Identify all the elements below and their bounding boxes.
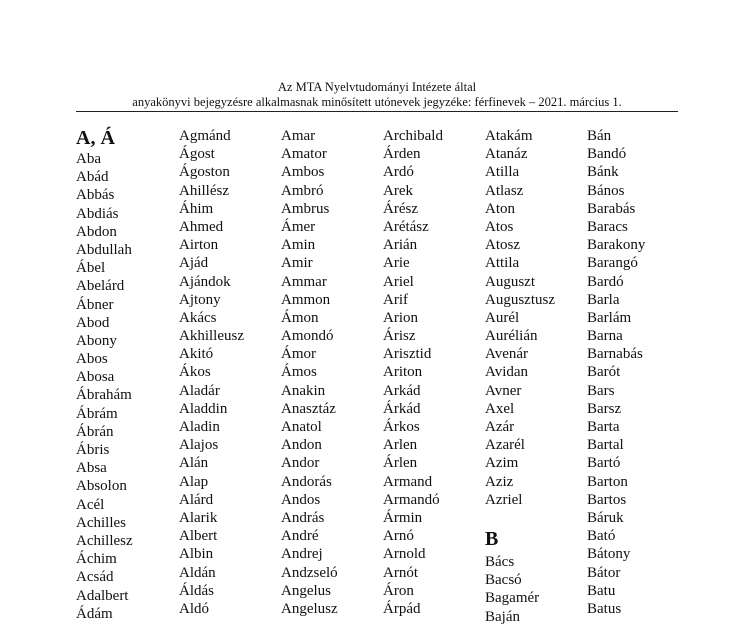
name-entry: Bán — [587, 128, 612, 144]
name-entry: Árkos — [383, 419, 420, 435]
name-entry: Ambos — [281, 164, 325, 181]
name-entry: Amir — [281, 255, 313, 272]
name-entry: Barla — [587, 291, 620, 308]
name-entry: Aladin — [179, 419, 220, 435]
name-entry: Arie — [383, 255, 410, 272]
name-entry: Abod — [76, 314, 110, 331]
name-entry: Ajtony — [179, 291, 221, 308]
name-entry: Amator — [281, 146, 327, 163]
name-entry: Ágoston — [179, 164, 230, 181]
name-entry: Bartó — [587, 455, 621, 472]
name-entry: Ajándok — [179, 273, 231, 290]
name-entry: Bardó — [587, 273, 624, 290]
name-entry: Bánk — [587, 164, 619, 181]
name-entry: Barna — [587, 328, 623, 345]
name-entry: Ábrám — [76, 405, 118, 422]
name-entry: Arek — [383, 182, 413, 199]
name-entry: Arion — [383, 309, 418, 326]
name-entry: Albin — [179, 546, 214, 563]
name-entry: Abelárd — [76, 278, 125, 295]
name-entry: Auguszt — [485, 273, 535, 290]
name-entry: Archibald — [383, 128, 443, 144]
name-column-5 — [485, 127, 555, 626]
section-b — [485, 527, 555, 626]
name-entry: Agmánd — [179, 128, 231, 144]
name-entry: Bátony — [587, 546, 631, 563]
name-entry: Árkád — [383, 400, 421, 417]
name-entry: Abony — [76, 332, 117, 349]
name-entry: Ákos — [179, 364, 211, 381]
name-entry: Andos — [281, 491, 321, 508]
name-entry: Ariel — [383, 273, 414, 290]
name-entry: Barangó — [587, 255, 638, 272]
name-entry: Ármin — [383, 509, 423, 526]
name-entry: Baracs — [587, 218, 628, 235]
name-entry: Barlám — [587, 309, 632, 326]
name-entry: Aurél — [485, 309, 520, 326]
name-entry: Andzseló — [281, 564, 338, 581]
name-entry: Ábrahám — [76, 387, 132, 404]
name-entry: Atanáz — [485, 146, 528, 163]
name-entry: André — [281, 528, 319, 545]
name-entry: Bartal — [587, 437, 624, 454]
name-entry: Azár — [485, 419, 515, 435]
name-entry: Absolon — [76, 478, 127, 495]
name-entry: Abbás — [76, 187, 115, 204]
name-list — [383, 127, 443, 618]
name-entry: Árisz — [383, 328, 416, 345]
name-entry: Aziz — [485, 473, 514, 490]
name-entry: Alán — [179, 455, 209, 472]
name-entry: Aladár — [179, 382, 220, 399]
name-entry: Báruk — [587, 509, 624, 526]
header-line-1: Az MTA Nyelvtudományi Intézete által — [277, 80, 477, 94]
name-list — [485, 553, 555, 626]
name-entry: Ágost — [179, 146, 215, 163]
name-entry: Ábrán — [76, 423, 114, 440]
name-list — [281, 127, 338, 618]
name-entry: Amar — [281, 128, 316, 144]
name-entry: Ammar — [281, 273, 327, 290]
name-entry: Aurélián — [485, 328, 538, 345]
name-entry: Acél — [76, 496, 105, 513]
name-entry: Alárd — [179, 491, 214, 508]
name-entry: Absa — [76, 460, 107, 477]
name-entry: Aton — [485, 200, 515, 217]
name-entry: Aldó — [179, 600, 209, 617]
name-entry: Bató — [587, 528, 616, 545]
name-entry: Ámer — [281, 218, 316, 235]
name-entry: Ábner — [76, 296, 114, 313]
name-column-1 — [76, 126, 133, 623]
name-entry: Alarik — [179, 509, 218, 526]
name-entry: Aba — [76, 151, 101, 167]
name-entry: Armandó — [383, 491, 440, 508]
name-entry: Akács — [179, 309, 217, 326]
name-entry: Ajád — [179, 255, 209, 272]
name-entry: Bács — [485, 553, 515, 570]
name-entry: Ámon — [281, 309, 319, 326]
name-list — [587, 127, 645, 618]
name-entry: Bartos — [587, 491, 627, 508]
name-entry: Árden — [383, 146, 421, 163]
name-entry: Ahmed — [179, 218, 224, 235]
header-rule — [76, 111, 678, 112]
name-entry: Aldán — [179, 564, 216, 581]
name-entry: Ámos — [281, 364, 317, 381]
name-column-6 — [587, 127, 645, 618]
name-entry: Ábel — [76, 260, 106, 277]
name-entry: Arlen — [383, 437, 418, 454]
name-entry: Barta — [587, 419, 620, 435]
name-entry: Akitó — [179, 346, 214, 363]
name-entry: Ariton — [383, 364, 423, 381]
name-entry: Batu — [587, 582, 616, 599]
name-entry: Attila — [485, 255, 520, 272]
name-entry: Ábris — [76, 442, 110, 458]
name-entry: Alajos — [179, 437, 219, 454]
name-entry: Achilles — [76, 514, 126, 531]
name-entry: Andor — [281, 455, 320, 472]
name-entry: Arkád — [383, 382, 421, 399]
name-entry: Baján — [485, 608, 520, 625]
name-entry: Barót — [587, 364, 621, 381]
header-line-2: anyakönyvi bejegyzésre alkalmasnak minősített utónevek jegyzéke: férfinevek – 2021. március 1. — [132, 95, 622, 109]
name-entry: Azarél — [485, 437, 525, 454]
name-entry: Axel — [485, 400, 515, 417]
name-entry: Albert — [179, 528, 218, 545]
name-entry: Abdullah — [76, 241, 132, 258]
name-list — [485, 127, 555, 509]
name-entry: Ambró — [281, 182, 324, 199]
name-entry: Ahillész — [179, 182, 229, 199]
name-entry: Avner — [485, 382, 522, 399]
name-column-4 — [383, 127, 443, 618]
document-header — [78, 80, 676, 110]
name-entry: Barnabás — [587, 346, 643, 363]
name-entry: Abdon — [76, 223, 117, 240]
name-entry: Barakony — [587, 237, 646, 254]
name-entry: Anatol — [281, 419, 322, 435]
name-entry: Árpád — [383, 600, 421, 617]
name-entry: Adalbert — [76, 587, 129, 604]
name-entry: Ámor — [281, 346, 316, 363]
name-entry: Arnó — [383, 528, 414, 545]
name-entry: Atilla — [485, 164, 520, 181]
name-list — [76, 150, 133, 623]
section-heading-b: B — [485, 527, 499, 550]
name-entry: Amondó — [281, 328, 334, 345]
name-entry: Andon — [281, 437, 322, 454]
name-entry: Armand — [383, 473, 433, 490]
name-entry: Bános — [587, 182, 625, 199]
name-entry: Akhilleusz — [179, 328, 244, 345]
name-entry: Áron — [383, 582, 414, 599]
highlighted-name: Bars — [587, 382, 615, 399]
name-entry: Anakin — [281, 382, 326, 399]
name-entry: Azim — [485, 455, 519, 472]
name-entry: András — [281, 509, 325, 526]
name-entry: Avidan — [485, 364, 529, 381]
name-entry: Andrej — [281, 546, 323, 563]
name-column-2 — [179, 127, 244, 618]
name-entry: Arif — [383, 291, 408, 308]
name-entry: Abos — [76, 351, 108, 368]
name-entry: Atakám — [485, 128, 533, 144]
name-entry: Abdiás — [76, 205, 119, 222]
name-entry: Andorás — [281, 473, 332, 490]
name-entry: Áchim — [76, 551, 117, 568]
name-entry: Augusztusz — [485, 291, 555, 308]
name-entry — [587, 382, 645, 400]
name-entry: Batus — [587, 600, 622, 617]
name-entry: Acsád — [76, 569, 114, 586]
name-entry: Anasztáz — [281, 400, 336, 417]
name-entry: Alap — [179, 473, 209, 490]
name-entry: Bandó — [587, 146, 627, 163]
name-entry: Achillesz — [76, 532, 133, 549]
name-entry: Azriel — [485, 491, 523, 508]
name-entry: Atlasz — [485, 182, 524, 199]
name-entry: Bacsó — [485, 572, 522, 589]
name-entry: Barton — [587, 473, 628, 490]
name-entry: Bátor — [587, 564, 621, 581]
name-entry: Ádám — [76, 605, 113, 622]
name-entry: Áhim — [179, 200, 214, 217]
highlighted-name: Barsz — [587, 400, 622, 417]
name-list — [179, 127, 244, 618]
section-heading-a: A, Á — [76, 127, 115, 149]
name-entry: Aladdin — [179, 400, 228, 417]
name-entry: Abosa — [76, 369, 115, 386]
name-entry: Arnold — [383, 546, 426, 563]
name-entry: Airton — [179, 237, 219, 254]
name-entry: Árész — [383, 200, 418, 217]
name-entry: Angelusz — [281, 600, 338, 617]
name-entry: Arisztid — [383, 346, 432, 363]
name-entry: Atosz — [485, 237, 520, 254]
name-entry: Árlen — [383, 455, 418, 472]
name-entry: Ammon — [281, 291, 331, 308]
name-entry: Ardó — [383, 164, 414, 181]
name-entry: Amin — [281, 237, 316, 254]
name-entry — [587, 400, 645, 418]
name-entry: Barabás — [587, 200, 636, 217]
name-entry: Arétász — [383, 218, 429, 235]
name-entry: Atos — [485, 218, 514, 235]
name-entry: Arnót — [383, 564, 418, 581]
name-entry: Abád — [76, 169, 109, 186]
name-entry: Ambrus — [281, 200, 330, 217]
name-entry: Arián — [383, 237, 418, 254]
name-entry: Bagamér — [485, 590, 540, 607]
name-column-3 — [281, 127, 338, 618]
name-entry: Avenár — [485, 346, 529, 363]
name-entry: Áldás — [179, 582, 214, 599]
name-entry: Angelus — [281, 582, 331, 599]
